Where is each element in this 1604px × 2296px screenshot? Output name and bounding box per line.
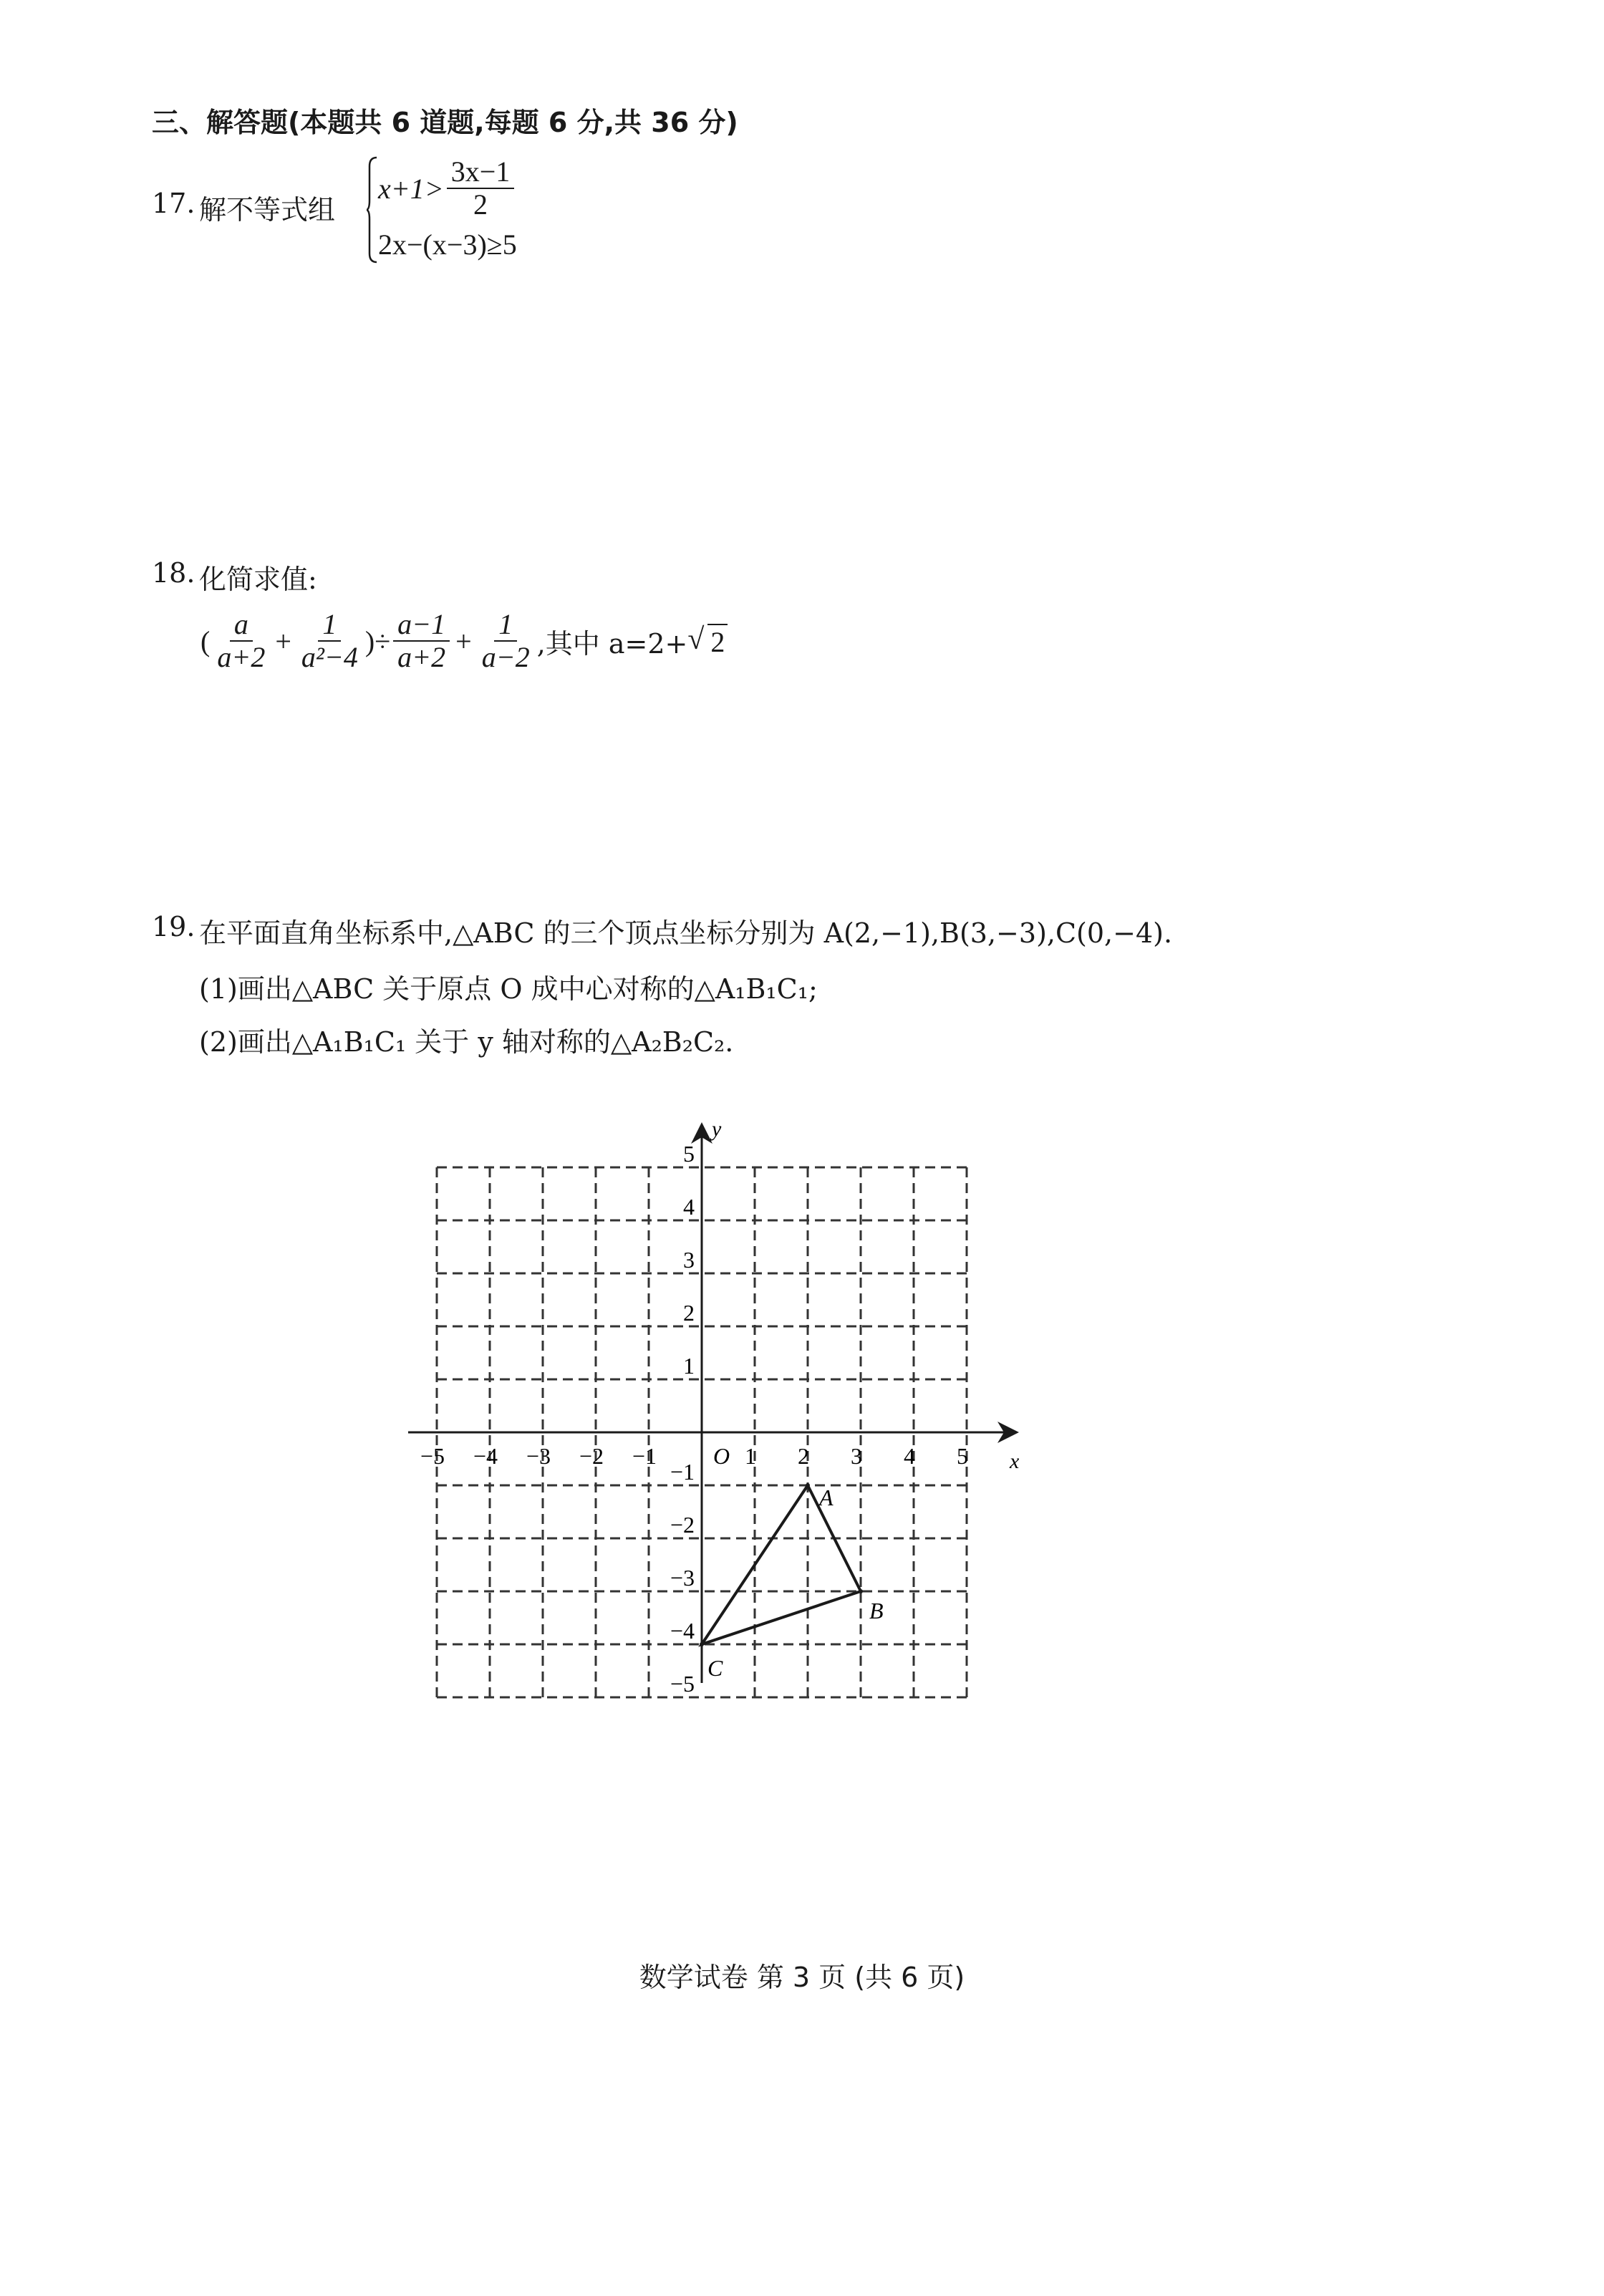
- vertex-point: [700, 1642, 704, 1646]
- q17-line1-left: x+1>: [378, 172, 444, 205]
- q18-number: 18.: [152, 557, 195, 589]
- sqrt-icon: √: [687, 622, 705, 656]
- x-tick-label: −3: [526, 1443, 551, 1469]
- q18-f4-num: 1: [494, 609, 517, 642]
- y-tick-label: 3: [683, 1247, 695, 1273]
- q18-open-paren: (: [200, 624, 211, 657]
- q18-fraction-1: [213, 609, 269, 673]
- section-title: 三、解答题(本题共 6 道题,每题 6 分,共 36 分): [152, 107, 738, 138]
- x-tick-label: −2: [579, 1443, 604, 1469]
- y-tick-label: 5: [683, 1141, 695, 1167]
- q18-fraction-3: [393, 609, 450, 673]
- y-axis-label: y: [712, 1117, 722, 1141]
- q17-fraction-den: 2: [473, 188, 488, 221]
- page-footer: 数学试卷 第 3 页 (共 6 页): [639, 1962, 965, 1993]
- vertex-point: [806, 1483, 810, 1487]
- x-axis-label: x: [1010, 1450, 1020, 1473]
- x-tick-label: −5: [420, 1443, 445, 1469]
- vertex-label: C: [707, 1655, 723, 1681]
- q18-plus-1: +: [275, 624, 291, 657]
- q18-f1-den: a+2: [217, 641, 266, 673]
- y-tick-label: 1: [683, 1353, 695, 1379]
- q18-f2-den: a²−4: [301, 641, 358, 673]
- q18-f3-num: a−1: [393, 609, 450, 642]
- x-tick-label: 5: [957, 1443, 968, 1469]
- y-tick-label: −2: [670, 1512, 695, 1538]
- x-tick-label: −1: [632, 1443, 657, 1469]
- x-tick-label: 2: [798, 1443, 809, 1469]
- coordinate-grid-chart: [387, 1117, 1031, 1755]
- y-tick-label: −5: [670, 1671, 695, 1697]
- q18-close-divide: )÷: [364, 624, 391, 657]
- x-tick-label: 3: [851, 1443, 862, 1469]
- q18-sqrt-arg: 2: [707, 624, 728, 659]
- q17-brace: [367, 156, 378, 264]
- x-tick-label: 4: [904, 1443, 915, 1469]
- q17-fraction: [447, 156, 515, 221]
- q18-f4-den: a−2: [481, 641, 530, 673]
- q17-number: 17.: [152, 188, 195, 219]
- q18-sqrt: [687, 624, 728, 659]
- y-tick-label: 4: [683, 1194, 695, 1220]
- x-tick-label: −4: [473, 1443, 498, 1469]
- q18-condition: ,其中 a=2+: [536, 627, 688, 660]
- y-tick-label: 2: [683, 1300, 695, 1326]
- y-tick-label: −1: [670, 1459, 695, 1485]
- q18-stem: 化简求值:: [199, 564, 317, 595]
- q17-fraction-num: 3x−1: [447, 156, 515, 189]
- q17-inequality-2: 2x−(x−3)≥5: [378, 228, 517, 261]
- q18-expression: [200, 609, 728, 673]
- q19-part-1: (1)画出△ABC 关于原点 O 成中心对称的△A₁B₁C₁;: [199, 973, 818, 1005]
- vertex-label: B: [869, 1598, 884, 1624]
- q18-plus-2: +: [455, 624, 472, 657]
- x-tick-label: 1: [745, 1443, 756, 1469]
- q19-number: 19.: [152, 911, 195, 942]
- vertex-point: [859, 1589, 863, 1593]
- q18-f1-num: a: [230, 609, 253, 642]
- q17-stem: 解不等式组: [199, 194, 336, 226]
- q18-f3-den: a+2: [397, 641, 446, 673]
- q17-inequality-1: [378, 156, 517, 221]
- y-tick-label: −3: [670, 1565, 695, 1591]
- triangle-abc: [702, 1485, 861, 1644]
- y-tick-label: −4: [670, 1618, 695, 1644]
- q19-part-2: (2)画出△A₁B₁C₁ 关于 y 轴对称的△A₂B₂C₂.: [199, 1026, 734, 1058]
- q18-f2-num: 1: [318, 609, 341, 642]
- q18-fraction-2: [297, 609, 362, 673]
- q18-fraction-4: [478, 609, 534, 673]
- origin-label: O: [713, 1443, 730, 1469]
- q19-stem: 在平面直角坐标系中,△ABC 的三个顶点坐标分别为 A(2,−1),B(3,−3),C(0,−4).: [199, 917, 1173, 949]
- vertex-label: A: [819, 1485, 834, 1510]
